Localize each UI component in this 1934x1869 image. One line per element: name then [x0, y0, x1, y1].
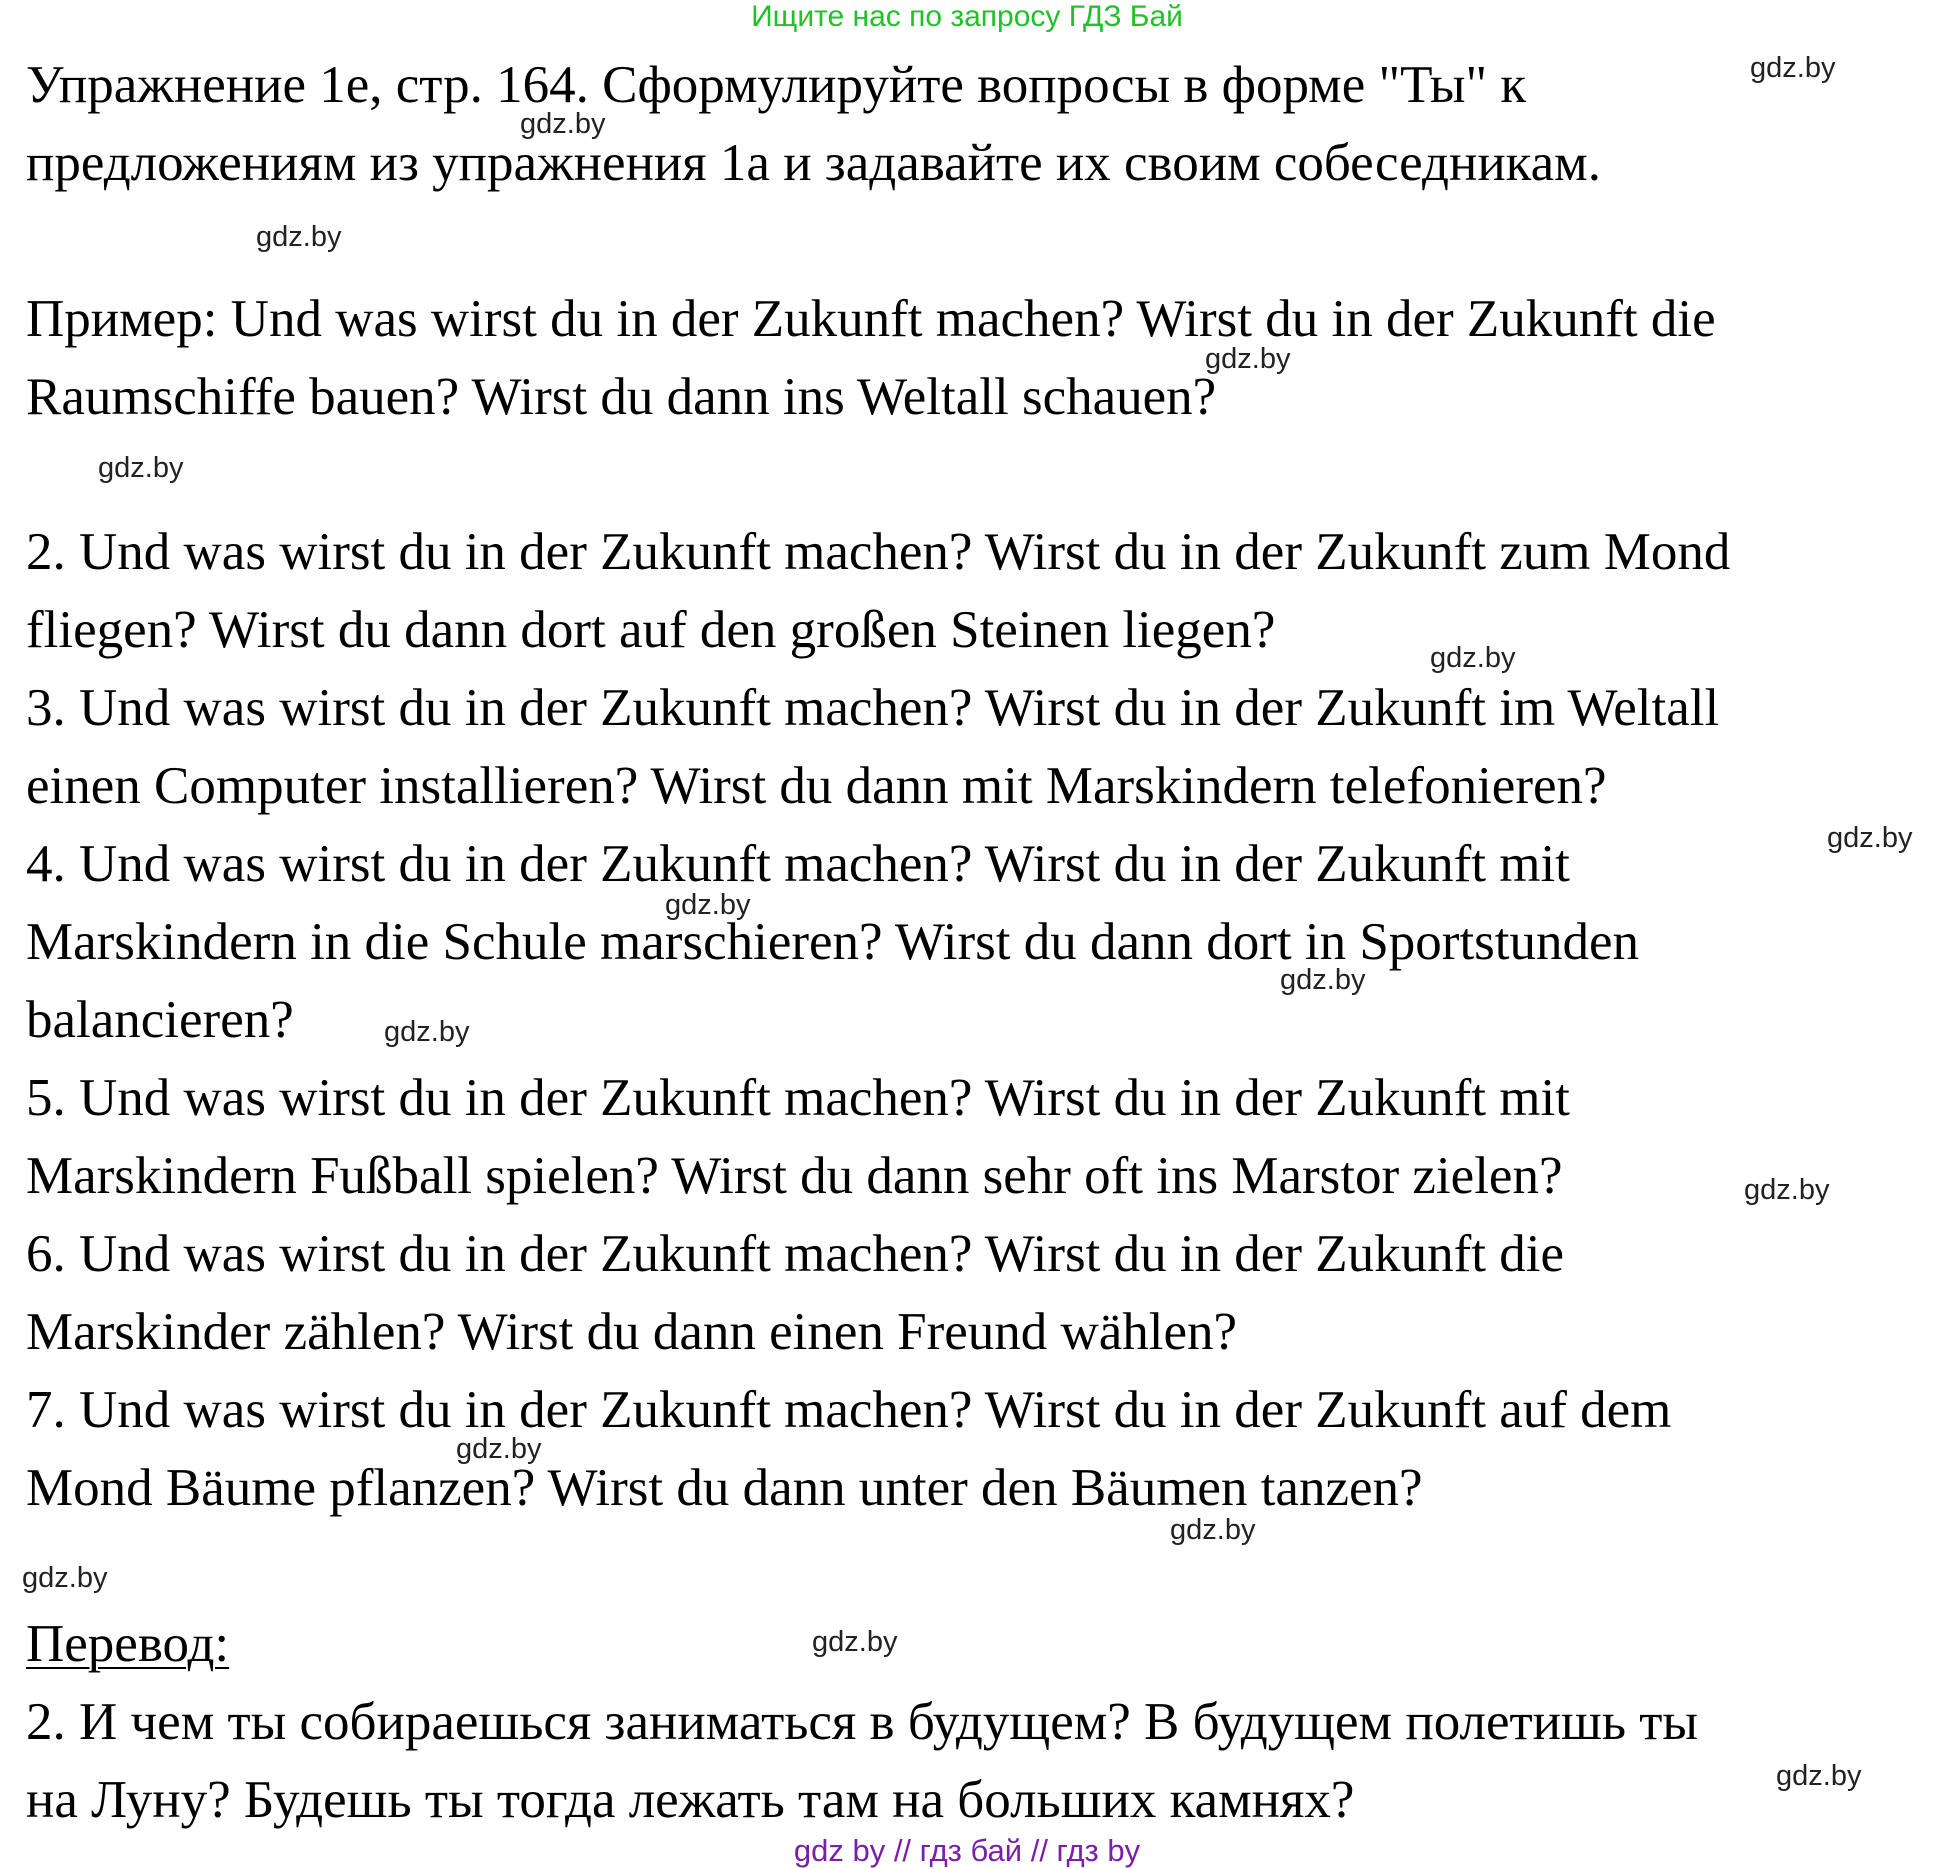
- answer-2-line-1: 2. Und was wirst du in der Zukunft machen? Wirst du in der Zukunft zum Mond: [26, 523, 1731, 581]
- watermark: gdz.by: [1827, 822, 1913, 854]
- answer-2-line-2: fliegen? Wirst du dann dort auf den großen Steinen liegen?: [26, 601, 1276, 659]
- task-line-1: Упражнение 1е, стр. 164. Сформулируйте вопросы в форме "Ты" к: [26, 56, 1527, 114]
- answer-6-line-1: 6. Und was wirst du in der Zukunft machen? Wirst du in der Zukunft die: [26, 1225, 1564, 1283]
- task-line-2: предложениям из упражнения 1а и задавайте их своим собеседникам.: [26, 134, 1601, 192]
- watermark: gdz.by: [256, 221, 342, 253]
- watermark: gdz.by: [98, 452, 184, 484]
- footer-links[interactable]: gdz by // гдз бай // гдз by: [793, 1833, 1141, 1868]
- watermark: gdz.by: [1750, 52, 1836, 84]
- answer-3-line-1: 3. Und was wirst du in der Zukunft machen? Wirst du in der Zukunft im Weltall: [26, 679, 1720, 737]
- watermark: gdz.by: [1776, 1760, 1862, 1792]
- watermark: gdz.by: [1170, 1514, 1256, 1546]
- answer-3-line-2: einen Computer installieren? Wirst du dann mit Marskindern telefonieren?: [26, 757, 1607, 815]
- answer-7-line-2: Mond Bäume pflanzen? Wirst du dann unter den Bäumen tanzen?: [26, 1459, 1423, 1517]
- answer-4-line-2: Marskindern in die Schule marschieren? Wirst du dann dort in Sportstunden: [26, 913, 1640, 971]
- watermark: gdz.by: [812, 1626, 898, 1658]
- watermark: gdz.by: [1430, 642, 1516, 674]
- search-hint-banner[interactable]: Ищите нас по запросу ГДЗ Бай: [751, 0, 1183, 33]
- answer-4-line-3: balancieren?: [26, 991, 294, 1049]
- watermark: gdz.by: [1280, 964, 1366, 996]
- translation-heading: Перевод:: [26, 1615, 230, 1673]
- watermark: gdz.by: [520, 108, 606, 140]
- answer-5-line-1: 5. Und was wirst du in der Zukunft machen? Wirst du in der Zukunft mit: [26, 1069, 1570, 1127]
- watermark: gdz.by: [1744, 1174, 1830, 1206]
- watermark: gdz.by: [665, 889, 751, 921]
- watermark: gdz.by: [22, 1562, 108, 1594]
- watermark: gdz.by: [384, 1016, 470, 1048]
- answer-4-line-1: 4. Und was wirst du in der Zukunft machen? Wirst du in der Zukunft mit: [26, 835, 1570, 893]
- answer-6-line-2: Marskinder zählen? Wirst du dann einen Freund wählen?: [26, 1303, 1238, 1361]
- watermark: gdz.by: [1205, 343, 1291, 375]
- watermark: gdz.by: [456, 1433, 542, 1465]
- answer-5-line-2: Marskindern Fußball spielen? Wirst du dann sehr oft ins Marstor zielen?: [26, 1147, 1563, 1205]
- example-line-1: Пример: Und was wirst du in der Zukunft machen? Wirst du in der Zukunft die: [26, 290, 1716, 348]
- answer-7-line-1: 7. Und was wirst du in der Zukunft machen? Wirst du in der Zukunft auf dem: [26, 1381, 1672, 1439]
- example-line-2: Raumschiffe bauen? Wirst du dann ins Weltall schauen?: [26, 368, 1217, 426]
- translation-line-2: на Луну? Будешь ты тогда лежать там на больших камнях?: [26, 1771, 1355, 1829]
- translation-line-1: 2. И чем ты собираешься заниматься в будущем? В будущем полетишь ты: [26, 1693, 1699, 1751]
